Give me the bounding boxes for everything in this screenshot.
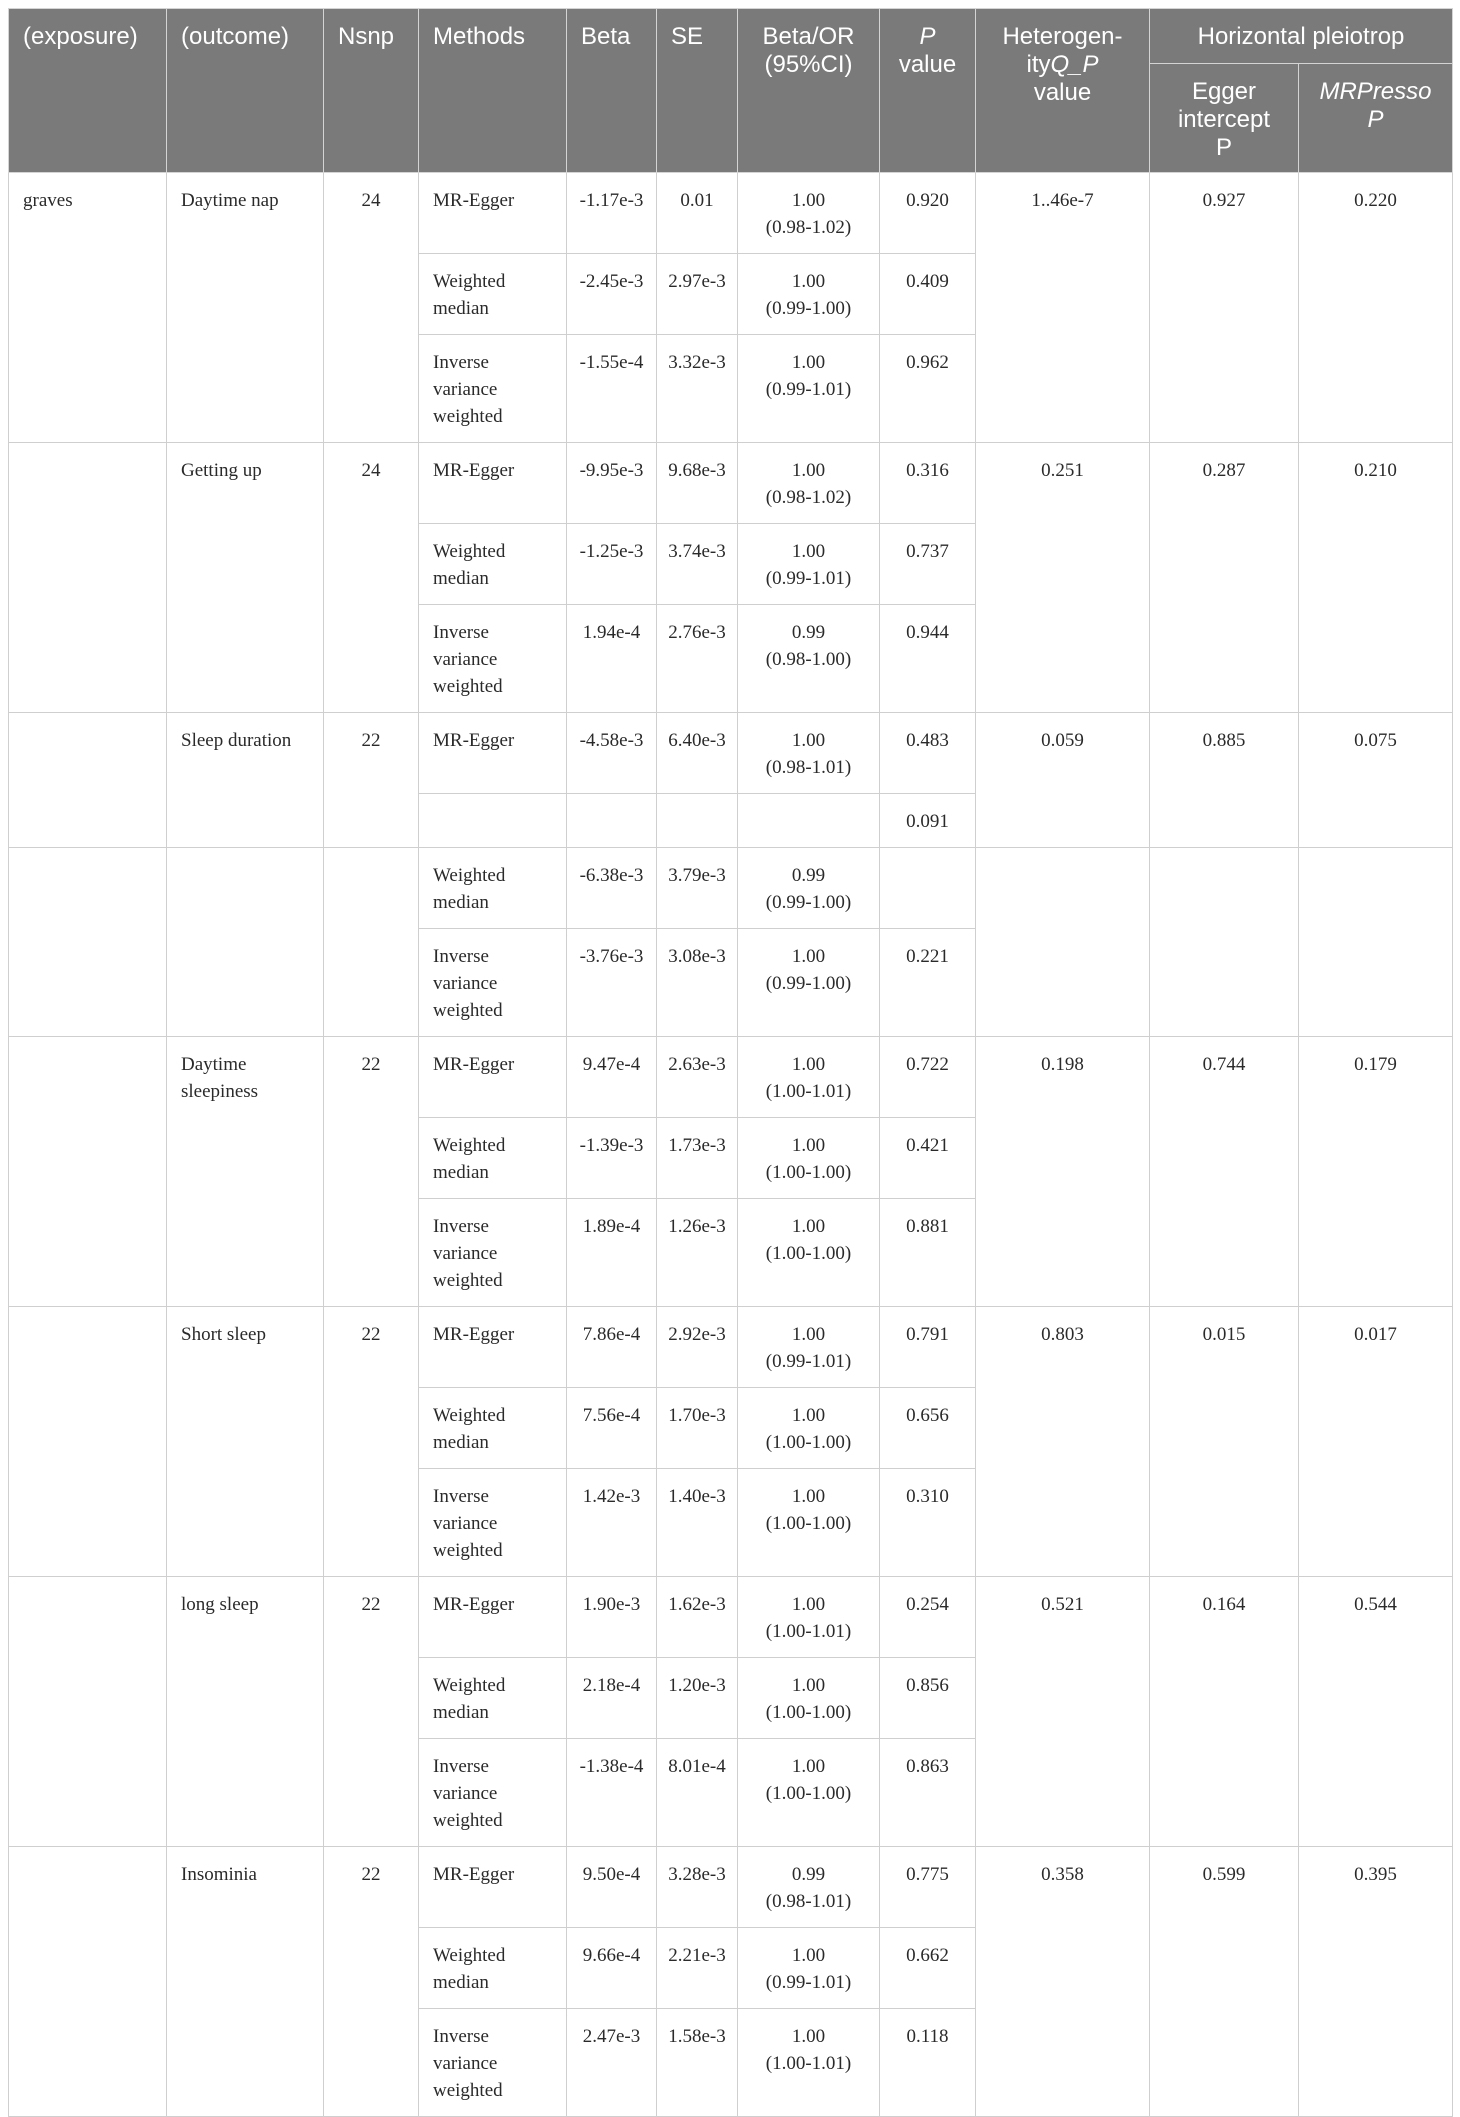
cell-beta-or — [738, 335, 880, 443]
cell-beta — [567, 794, 657, 848]
cell-heterogeneity: 0.059 — [976, 713, 1150, 848]
cell-egger-intercept: 0.287 — [1150, 443, 1299, 713]
cell-mrpresso: 0.017 — [1299, 1307, 1453, 1577]
cell-nsnp: 22 — [324, 1847, 419, 2117]
cell-beta: 1.90e-3 — [567, 1577, 657, 1658]
cell-beta-or — [738, 713, 880, 794]
cell-se: 9.68e-3 — [657, 443, 738, 524]
cell-p-value: 0.775 — [880, 1847, 976, 1928]
cell-nsnp: 24 — [324, 443, 419, 713]
cell-p-value: 0.656 — [880, 1388, 976, 1469]
cell-or-ci: (1.00-1.00) — [765, 1162, 852, 1183]
cell-exposure — [9, 713, 167, 848]
cell-method: Weighted median — [419, 1658, 567, 1739]
table-row — [9, 1847, 1453, 1928]
cell-method: Inverse variance weighted — [419, 929, 567, 1037]
cell-beta: 2.18e-4 — [567, 1658, 657, 1739]
cell-or-value: 1.00 — [791, 1054, 826, 1075]
header-p-value — [880, 9, 976, 173]
header-methods: Methods — [419, 9, 567, 173]
cell-beta-or — [738, 2009, 880, 2117]
cell-beta-or — [738, 1118, 880, 1199]
cell-p-value: 0.920 — [880, 173, 976, 254]
cell-beta-or — [738, 1307, 880, 1388]
cell-or-ci: (1.00-1.01) — [765, 1081, 852, 1102]
cell-method: Weighted median — [419, 1928, 567, 2009]
cell-beta: 1.89e-4 — [567, 1199, 657, 1307]
cell-se: 2.92e-3 — [657, 1307, 738, 1388]
cell-or-ci: (0.98-1.00) — [765, 649, 852, 670]
cell-se: 1.73e-3 — [657, 1118, 738, 1199]
cell-exposure — [9, 1577, 167, 1847]
cell-se: 2.63e-3 — [657, 1037, 738, 1118]
cell-mrpresso: 0.220 — [1299, 173, 1453, 443]
cell-se: 1.26e-3 — [657, 1199, 738, 1307]
cell-method: MR-Egger — [419, 443, 567, 524]
cell-or-value: 1.00 — [791, 190, 826, 211]
cell-mrpresso: 0.075 — [1299, 713, 1453, 848]
cell-outcome: long sleep — [167, 1577, 324, 1847]
cell-p-value: 0.863 — [880, 1739, 976, 1847]
cell-method: Weighted median — [419, 524, 567, 605]
cell-beta: -1.17e-3 — [567, 173, 657, 254]
table-row — [9, 1037, 1453, 1118]
header-heterogeneity — [976, 9, 1150, 173]
cell-se: 3.79e-3 — [657, 848, 738, 929]
cell-nsnp: 22 — [324, 713, 419, 848]
cell-or-ci: (0.98-1.02) — [765, 487, 852, 508]
cell-method: MR-Egger — [419, 173, 567, 254]
cell-nsnp: 22 — [324, 1037, 419, 1307]
cell-se: 1.70e-3 — [657, 1388, 738, 1469]
cell-method: Weighted median — [419, 1388, 567, 1469]
cell-heterogeneity: 1..46e-7 — [976, 173, 1150, 443]
cell-heterogeneity — [976, 848, 1150, 1037]
cell-beta-or — [738, 848, 880, 929]
cell-or-value: 1.00 — [791, 271, 826, 292]
cell-method: MR-Egger — [419, 1307, 567, 1388]
cell-beta-or — [738, 1739, 880, 1847]
cell-or-ci: (1.00-1.00) — [765, 1513, 852, 1534]
cell-or-value: 1.00 — [791, 460, 826, 481]
header-nsnp: Nsnp — [324, 9, 419, 173]
header-exposure: (exposure) — [9, 9, 167, 173]
cell-se: 1.62e-3 — [657, 1577, 738, 1658]
cell-or-value: 1.00 — [791, 1135, 826, 1156]
cell-beta-or — [738, 605, 880, 713]
cell-outcome: Short sleep — [167, 1307, 324, 1577]
cell-or-value: 0.99 — [791, 622, 826, 643]
cell-p-value: 0.962 — [880, 335, 976, 443]
cell-se: 0.01 — [657, 173, 738, 254]
cell-exposure — [9, 1307, 167, 1577]
header-se: SE — [657, 9, 738, 173]
cell-outcome: Sleep duration — [167, 713, 324, 848]
cell-method: Inverse variance weighted — [419, 1199, 567, 1307]
cell-se: 1.40e-3 — [657, 1469, 738, 1577]
header-outcome: (outcome) — [167, 9, 324, 173]
cell-beta: -1.39e-3 — [567, 1118, 657, 1199]
cell-beta-or — [738, 254, 880, 335]
header-beta-or-line2: (95%CI) — [764, 51, 853, 78]
cell-egger-intercept: 0.744 — [1150, 1037, 1299, 1307]
cell-beta-or — [738, 1577, 880, 1658]
cell-or-value: 1.00 — [791, 2026, 826, 2047]
cell-exposure — [9, 1037, 167, 1307]
cell-beta: -9.95e-3 — [567, 443, 657, 524]
cell-beta: -3.76e-3 — [567, 929, 657, 1037]
header-p-line1: P — [919, 23, 936, 50]
cell-p-value: 0.310 — [880, 1469, 976, 1577]
cell-method: Inverse variance weighted — [419, 1739, 567, 1847]
cell-method: Weighted median — [419, 1118, 567, 1199]
cell-outcome: Daytime sleepiness — [167, 1037, 324, 1307]
cell-se: 1.20e-3 — [657, 1658, 738, 1739]
cell-egger-intercept: 0.927 — [1150, 173, 1299, 443]
cell-heterogeneity: 0.358 — [976, 1847, 1150, 2117]
cell-or-value: 1.00 — [791, 1405, 826, 1426]
cell-p-value — [880, 848, 976, 929]
cell-se: 8.01e-4 — [657, 1739, 738, 1847]
cell-or-value: 1.00 — [791, 1756, 826, 1777]
cell-beta-or — [738, 173, 880, 254]
cell-se: 3.32e-3 — [657, 335, 738, 443]
cell-or-ci: (1.00-1.00) — [765, 1783, 852, 1804]
cell-se: 3.74e-3 — [657, 524, 738, 605]
cell-or-ci: (0.99-1.00) — [765, 892, 852, 913]
cell-mrpresso: 0.395 — [1299, 1847, 1453, 2117]
cell-method: Weighted median — [419, 254, 567, 335]
cell-or-ci: (0.99-1.01) — [765, 379, 852, 400]
cell-method: MR-Egger — [419, 713, 567, 794]
cell-mrpresso: 0.179 — [1299, 1037, 1453, 1307]
cell-beta: 1.42e-3 — [567, 1469, 657, 1577]
cell-or-ci: (0.98-1.01) — [765, 1891, 852, 1912]
cell-method: Inverse variance weighted — [419, 1469, 567, 1577]
cell-method: Inverse variance weighted — [419, 335, 567, 443]
results-table-container — [8, 8, 1452, 2117]
cell-or-value: 1.00 — [791, 1675, 826, 1696]
cell-or-ci: (0.99-1.00) — [765, 298, 852, 319]
cell-mrpresso: 0.210 — [1299, 443, 1453, 713]
cell-se: 2.76e-3 — [657, 605, 738, 713]
cell-p-value: 0.409 — [880, 254, 976, 335]
header-egger-line3: P — [1215, 134, 1232, 161]
cell-nsnp — [324, 848, 419, 1037]
cell-p-value: 0.856 — [880, 1658, 976, 1739]
cell-beta: -1.55e-4 — [567, 335, 657, 443]
cell-or-ci: (0.99-1.01) — [765, 568, 852, 589]
table-row — [9, 1577, 1453, 1658]
cell-exposure — [9, 848, 167, 1037]
cell-egger-intercept: 0.599 — [1150, 1847, 1299, 2117]
cell-or-value: 1.00 — [791, 352, 826, 373]
cell-or-value: 1.00 — [791, 1486, 826, 1507]
cell-p-value: 0.737 — [880, 524, 976, 605]
cell-or-ci: (0.98-1.01) — [765, 757, 852, 778]
table-row — [9, 443, 1453, 524]
cell-egger-intercept: 0.164 — [1150, 1577, 1299, 1847]
cell-exposure: graves — [9, 173, 167, 443]
cell-nsnp: 22 — [324, 1307, 419, 1577]
cell-beta-or — [738, 929, 880, 1037]
table-row — [9, 848, 1453, 929]
cell-or-ci: (1.00-1.01) — [765, 2053, 852, 2074]
cell-or-value: 1.00 — [791, 1945, 826, 1966]
cell-egger-intercept: 0.885 — [1150, 713, 1299, 848]
cell-method: MR-Egger — [419, 1847, 567, 1928]
cell-p-value: 0.421 — [880, 1118, 976, 1199]
cell-se: 3.28e-3 — [657, 1847, 738, 1928]
cell-p-value: 0.881 — [880, 1199, 976, 1307]
header-mrpresso — [1299, 64, 1453, 173]
cell-or-ci: (1.00-1.00) — [765, 1432, 852, 1453]
cell-beta: 9.66e-4 — [567, 1928, 657, 2009]
cell-p-value: 0.316 — [880, 443, 976, 524]
cell-or-value: 1.00 — [791, 946, 826, 967]
header-beta-or — [738, 9, 880, 173]
cell-p-value: 0.091 — [880, 794, 976, 848]
cell-outcome — [167, 848, 324, 1037]
cell-egger-intercept — [1150, 848, 1299, 1037]
cell-or-ci: (0.99-1.01) — [765, 1351, 852, 1372]
cell-beta-or — [738, 1928, 880, 2009]
table-row — [9, 173, 1453, 254]
cell-beta-or — [738, 1469, 880, 1577]
header-het-line3: value — [1033, 79, 1092, 106]
cell-or-ci: (0.99-1.01) — [765, 1972, 852, 1993]
cell-or-value: 0.99 — [791, 865, 826, 886]
cell-beta: 9.47e-4 — [567, 1037, 657, 1118]
cell-or-ci: (0.98-1.02) — [765, 217, 852, 238]
cell-egger-intercept: 0.015 — [1150, 1307, 1299, 1577]
cell-heterogeneity: 0.803 — [976, 1307, 1150, 1577]
cell-p-value: 0.118 — [880, 2009, 976, 2117]
cell-mrpresso: 0.544 — [1299, 1577, 1453, 1847]
cell-p-value: 0.221 — [880, 929, 976, 1037]
cell-or-ci: (1.00-1.01) — [765, 1621, 852, 1642]
cell-exposure — [9, 443, 167, 713]
table-header — [9, 9, 1453, 173]
cell-se: 1.58e-3 — [657, 2009, 738, 2117]
cell-se: 3.08e-3 — [657, 929, 738, 1037]
cell-method: Weighted median — [419, 848, 567, 929]
cell-p-value: 0.662 — [880, 1928, 976, 2009]
cell-heterogeneity: 0.198 — [976, 1037, 1150, 1307]
cell-beta: 2.47e-3 — [567, 2009, 657, 2117]
table-body — [9, 173, 1453, 2117]
cell-or-value: 1.00 — [791, 1594, 826, 1615]
header-egger-line1: Egger — [1191, 78, 1257, 105]
header-beta: Beta — [567, 9, 657, 173]
cell-heterogeneity: 0.251 — [976, 443, 1150, 713]
cell-beta-or — [738, 1388, 880, 1469]
cell-beta: 7.56e-4 — [567, 1388, 657, 1469]
cell-p-value: 0.483 — [880, 713, 976, 794]
header-mrpresso-line1: MRPresso — [1319, 78, 1432, 105]
cell-beta: 9.50e-4 — [567, 1847, 657, 1928]
cell-se: 2.97e-3 — [657, 254, 738, 335]
cell-p-value: 0.722 — [880, 1037, 976, 1118]
cell-beta-or — [738, 524, 880, 605]
cell-p-value: 0.944 — [880, 605, 976, 713]
header-beta-or-line1: Beta/OR — [762, 23, 855, 50]
cell-or-value: 1.00 — [791, 1216, 826, 1237]
cell-beta-or — [738, 1037, 880, 1118]
header-mrpresso-line2: P — [1367, 106, 1384, 133]
cell-method: Inverse variance weighted — [419, 605, 567, 713]
cell-p-value: 0.791 — [880, 1307, 976, 1388]
cell-nsnp: 24 — [324, 173, 419, 443]
cell-heterogeneity: 0.521 — [976, 1577, 1150, 1847]
header-p-line2: value — [898, 51, 957, 78]
cell-or-ci: (1.00-1.00) — [765, 1702, 852, 1723]
cell-or-value: 1.00 — [791, 1324, 826, 1345]
cell-beta-or — [738, 1658, 880, 1739]
cell-beta: -1.25e-3 — [567, 524, 657, 605]
header-het-line2a: ity — [1026, 51, 1051, 78]
cell-method: MR-Egger — [419, 1037, 567, 1118]
cell-beta-or — [738, 1847, 880, 1928]
cell-se: 2.21e-3 — [657, 1928, 738, 2009]
cell-or-value: 1.00 — [791, 541, 826, 562]
cell-beta-or — [738, 443, 880, 524]
cell-method — [419, 794, 567, 848]
cell-beta: -1.38e-4 — [567, 1739, 657, 1847]
cell-or-value: 0.99 — [791, 1864, 826, 1885]
cell-outcome: Daytime nap — [167, 173, 324, 443]
header-horizontal-pleiotropy: Horizontal pleiotrop — [1150, 9, 1453, 64]
cell-mrpresso — [1299, 848, 1453, 1037]
cell-beta: -2.45e-3 — [567, 254, 657, 335]
cell-or-value: 1.00 — [791, 730, 826, 751]
cell-beta-or — [738, 1199, 880, 1307]
cell-p-value: 0.254 — [880, 1577, 976, 1658]
cell-method: Inverse variance weighted — [419, 2009, 567, 2117]
cell-beta: 7.86e-4 — [567, 1307, 657, 1388]
header-het-line1: Heterogen- — [1002, 23, 1123, 50]
cell-or-ci: (0.99-1.00) — [765, 973, 852, 994]
cell-beta-or — [738, 794, 880, 848]
cell-method: MR-Egger — [419, 1577, 567, 1658]
header-het-line2 — [984, 51, 1141, 79]
cell-outcome: Getting up — [167, 443, 324, 713]
cell-beta: -6.38e-3 — [567, 848, 657, 929]
header-het-line2b: Q_P — [1050, 51, 1099, 78]
table-row — [9, 713, 1453, 794]
cell-or-ci: (1.00-1.00) — [765, 1243, 852, 1264]
cell-exposure — [9, 1847, 167, 2117]
cell-se: 6.40e-3 — [657, 713, 738, 794]
cell-beta: -4.58e-3 — [567, 713, 657, 794]
table-row — [9, 1307, 1453, 1388]
header-egger-intercept — [1150, 64, 1299, 173]
cell-nsnp: 22 — [324, 1577, 419, 1847]
cell-outcome: Insominia — [167, 1847, 324, 2117]
header-egger-line2: intercept — [1177, 106, 1271, 133]
cell-beta: 1.94e-4 — [567, 605, 657, 713]
mr-results-table — [8, 8, 1453, 2117]
cell-se — [657, 794, 738, 848]
